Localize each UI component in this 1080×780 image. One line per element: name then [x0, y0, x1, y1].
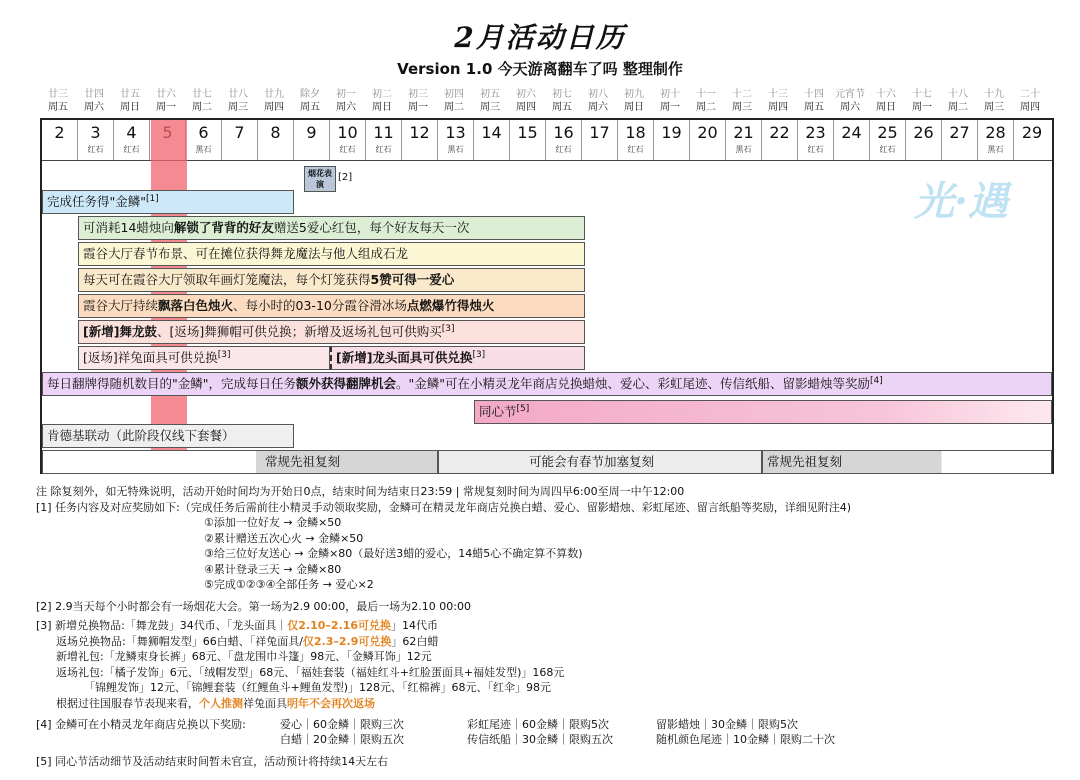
lunar-date: 廿八: [228, 89, 248, 100]
bar-text-bold: 5赞可得一爱心: [370, 272, 455, 287]
note-general: 注 除复刻外，如无特殊说明，活动开始时间均为开始日0点，结束时间为结束日23:59 | 常规复刻时间为周四早6:00至周一中午12:00: [36, 485, 685, 498]
date-cell: [582, 120, 618, 160]
bar-text: 霞谷大厅持续: [83, 298, 159, 313]
weekday: 周日: [624, 102, 644, 113]
stone-note: 红石: [87, 145, 104, 154]
note-4: [4] 金鳞可在小精灵龙年商店兑换以下奖励: 爱心｜60金鳞｜限购三次 白蜡｜20金鳞｜限购五次 彩虹尾迹｜60金鳞｜限购5次 传信纸船｜30金鳞｜限购五次 留影蜡烛｜30金鳞｜限购5次 随机颜色尾迹｜10金鳞｜限购二十次: [36, 718, 835, 746]
date-cell: [798, 120, 834, 160]
sky-logo-watermark: 光·遇: [914, 178, 1008, 225]
lunar-date: 初一: [336, 89, 356, 100]
stone-note: 黑石: [735, 145, 752, 154]
day-header: [400, 88, 436, 114]
date-number: 17: [589, 123, 610, 142]
page-subtitle: Version 1.0 今天游离翻车了吗 整理制作: [397, 60, 683, 78]
day-header: [256, 88, 292, 114]
day-header: [148, 88, 184, 114]
bar-candle-fire: [78, 294, 585, 318]
day-header: [940, 88, 976, 114]
stone-note: 黑石: [195, 145, 212, 154]
lunar-date: 元宵节: [835, 89, 865, 100]
date-cell: [294, 120, 330, 160]
day-header: [724, 88, 760, 114]
bar-text: 常规先祖复刻: [265, 454, 341, 469]
weekday: 周三: [984, 102, 1004, 113]
date-number: 18: [625, 123, 646, 142]
stone-note: 红石: [339, 145, 356, 154]
date-number: 23: [805, 123, 826, 142]
bar-rerun-festival: [438, 450, 762, 474]
stone-note: 红石: [627, 145, 644, 154]
ref-mark: [5]: [516, 403, 530, 414]
stone-note: 红石: [807, 145, 824, 154]
lunar-date: 廿五: [120, 89, 140, 100]
lunar-date: 初八: [588, 89, 608, 100]
bar-text-bold: [新增]龙头面具可供兑换: [336, 350, 473, 365]
date-number: 26: [913, 123, 934, 142]
bar-text: 。"金鳞"可在小精灵龙年商店兑换蜡烛、爱心、彩虹尾迹、传信纸船、留影蜡烛等奖励: [396, 376, 871, 391]
lunar-date: 初六: [516, 89, 536, 100]
weekday: 周二: [192, 102, 212, 113]
date-number: 13: [445, 123, 466, 142]
note-1-item: ①添加一位好友 → 金鳞×50: [204, 516, 342, 529]
lunar-date: 十六: [876, 89, 896, 100]
date-number: 19: [661, 123, 682, 142]
ref-mark: [3]: [217, 349, 231, 360]
bar-dragon-mask: [330, 346, 585, 370]
weekday: 周三: [732, 102, 752, 113]
note-1-item: ④累计登录三天 → 金鳞×80: [204, 562, 342, 576]
day-header: [292, 88, 328, 114]
weekday: 周日: [876, 102, 896, 113]
date-cell: [690, 120, 726, 160]
date-cell: [222, 120, 258, 160]
date-number: 7: [234, 123, 245, 142]
lunar-date: 初十: [660, 89, 680, 100]
date-number: 28: [985, 123, 1006, 142]
ref-mark: [1]: [146, 193, 159, 204]
date-number: 16: [553, 123, 574, 142]
lunar-date: 十七: [912, 89, 932, 100]
date-cell: [42, 120, 78, 160]
lunar-date: 初二: [372, 89, 392, 100]
lunar-date: 初七: [552, 89, 572, 100]
bar-text-bold: [新增]舞龙鼓: [83, 324, 157, 339]
day-header: [652, 88, 688, 114]
date-cell: [366, 120, 402, 160]
note-1-item: ⑤完成①②③④全部任务 → 爱心×2: [204, 578, 374, 591]
fireworks-event: 烟花表演: [304, 166, 336, 192]
bar-text-bold: 飘落白色烛火: [158, 298, 234, 313]
date-cell: [762, 120, 798, 160]
stone-note: 红石: [123, 145, 140, 154]
bar-text: 赠送5爱心红包，每个好友每天一次: [273, 220, 470, 235]
note-1-item: ③给三位好友送心 → 金鳞×80（最好送3蜡的爱心，14蜡5心不确定算不算数): [204, 547, 583, 560]
lunar-date: 廿四: [84, 89, 104, 100]
bar-text: 完成任务得"金鳞": [47, 194, 146, 209]
lunar-date: 十四: [804, 89, 824, 100]
stone-note: 黑石: [987, 145, 1004, 154]
day-header: [472, 88, 508, 114]
date-cell: [114, 120, 150, 160]
bar-text-bold: 点燃爆竹得烛火: [406, 298, 495, 313]
weekday: 周日: [120, 102, 140, 113]
date-cell: [186, 120, 222, 160]
lunar-date: 初四: [444, 89, 464, 100]
date-cell: [330, 120, 366, 160]
lunar-date: 除夕: [300, 89, 320, 100]
weekday: 周三: [228, 102, 248, 113]
weekday: 周二: [696, 102, 716, 113]
bar-text-bold: 解锁了背背的好友: [173, 220, 274, 235]
bar-kfc-collab: [42, 424, 294, 448]
day-header: [832, 88, 868, 114]
ref-mark: [3]: [441, 323, 455, 334]
weekday: 周六: [84, 102, 104, 113]
weekday: 周日: [372, 102, 392, 113]
day-header: [76, 88, 112, 114]
bar-dragon-decor: [78, 242, 585, 266]
calendar-grid: [40, 118, 1054, 474]
lunar-date: 十一: [696, 89, 716, 100]
page-title: 2月活动日历: [454, 21, 626, 54]
bar-text-bold: 额外获得翻牌机会: [296, 376, 397, 391]
weekday: 周五: [300, 102, 320, 113]
date-cell: [618, 120, 654, 160]
weekday: 周二: [948, 102, 968, 113]
stone-note: 红石: [879, 145, 896, 154]
day-header: [508, 88, 544, 114]
day-header: [364, 88, 400, 114]
lunar-date: 十九: [984, 89, 1004, 100]
date-row: [42, 120, 1052, 161]
date-number: 8: [270, 123, 281, 142]
date-cell: [978, 120, 1014, 160]
weekday: 周六: [588, 102, 608, 113]
weekday: 周四: [768, 102, 788, 113]
lunar-date: 初三: [408, 89, 428, 100]
bar-rerun-regular-2: [762, 450, 1052, 474]
date-number: 6: [198, 123, 209, 142]
bar-text: 每日翻牌得随机数目的"金鳞"，完成每日任务: [47, 376, 296, 391]
lunar-date: 廿九: [264, 89, 284, 100]
lunar-date: 廿三: [48, 89, 68, 100]
calendar-header: [40, 88, 1054, 116]
date-cell: [474, 120, 510, 160]
weekday: 周三: [480, 102, 500, 113]
bar-jinlin-task: [42, 190, 294, 214]
date-number: 15: [517, 123, 538, 142]
date-cell: [258, 120, 294, 160]
date-cell: [726, 120, 762, 160]
date-number: 29: [1021, 123, 1043, 142]
day-header: [796, 88, 832, 114]
bar-text: 、每小时的03-10分霞谷滑冰场: [233, 298, 407, 313]
day-header: [112, 88, 148, 114]
weekday: 周一: [408, 102, 428, 113]
weekday: 周四: [1020, 102, 1040, 113]
day-header: [616, 88, 652, 114]
day-header: [184, 88, 220, 114]
stone-note: 红石: [555, 145, 572, 154]
date-cell: [438, 120, 474, 160]
note-3-new-packs: 新增礼包:「龙鳞束身长裤」68元、「盘龙围巾斗篷」98元、「金鳞耳饰」12元: [56, 650, 432, 663]
bar-text: 肯德基联动（此阶段仅线下套餐）: [47, 428, 235, 443]
date-number: 14: [481, 123, 502, 142]
date-cell: [1014, 120, 1050, 160]
bar-text: 霞谷大厅春节布景、可在摊位获得舞龙魔法与他人组成石龙: [83, 246, 409, 261]
date-number: 22: [769, 123, 790, 142]
day-header: [220, 88, 256, 114]
bar-lantern: [78, 268, 585, 292]
day-header: [976, 88, 1012, 114]
lunar-date: 初九: [624, 89, 644, 100]
weekday: 周一: [912, 102, 932, 113]
note-3-prediction: 根据过往国服春节表现来看，个人推测祥兔面具明年不会再次返场: [56, 696, 375, 710]
date-number: 3: [90, 123, 101, 142]
date-number: 9: [306, 123, 317, 142]
weekday: 周四: [516, 102, 536, 113]
ref-mark: [3]: [472, 349, 486, 360]
day-header: [328, 88, 364, 114]
note-3-rerun-items: 返场兑换物品:「舞狮帽发型」66白蜡、「祥兔面具/仅2.3–2.9可兑换」62白蜡: [56, 634, 439, 648]
note-2: [2] 2.9当天每个小时都会有一场烟花大会。第一场为2.9 00:00，最后一场为2.10 00:00: [36, 599, 471, 613]
day-header: [580, 88, 616, 114]
bar-text: 、[返场]舞狮帽可供兑换；新增及返场礼包可供购买: [156, 324, 442, 339]
bar-text: 可能会有春节加塞复刻: [529, 454, 655, 469]
date-cell: [78, 120, 114, 160]
weekday: 周六: [840, 102, 860, 113]
stone-note: 黑石: [447, 145, 464, 154]
bar-rabbit-mask: [78, 346, 330, 370]
weekday: 周一: [156, 102, 176, 113]
lunar-date: 初五: [480, 89, 500, 100]
lunar-date: 十二: [732, 89, 752, 100]
date-number: 20: [697, 123, 718, 142]
date-cell: [654, 120, 690, 160]
bar-gift-pack: [78, 320, 585, 344]
date-cell: [402, 120, 438, 160]
date-number: 2: [54, 123, 65, 142]
date-cell: [870, 120, 906, 160]
day-header: [40, 88, 76, 114]
weekday: 周五: [804, 102, 824, 113]
day-header: [436, 88, 472, 114]
bar-daily-flip: [42, 372, 1052, 396]
lunar-date: 十八: [948, 89, 968, 100]
date-cell: [942, 120, 978, 160]
bar-text: 可消耗14蜡烛向: [83, 220, 174, 235]
date-number: 12: [409, 123, 430, 142]
note-1-item: ②累计赠送五次心火 → 金鳞×50: [204, 531, 364, 545]
bar-friend-gift: [78, 216, 585, 240]
weekday: 周五: [552, 102, 572, 113]
day-header: [544, 88, 580, 114]
weekday: 周五: [48, 102, 68, 113]
lunar-date: 十三: [768, 89, 788, 100]
lunar-date: 二十: [1020, 89, 1040, 100]
lunar-date: 廿六: [156, 89, 176, 100]
day-header: [868, 88, 904, 114]
day-header: [904, 88, 940, 114]
stone-note: 红石: [375, 145, 392, 154]
weekday: 周四: [264, 102, 284, 113]
day-header: [1012, 88, 1048, 114]
bar-rerun-regular-1: [42, 450, 438, 474]
weekday: 周一: [660, 102, 680, 113]
bar-text: [返场]祥兔面具可供兑换: [83, 350, 218, 365]
weekday: 周二: [444, 102, 464, 113]
bar-text: 同心节: [479, 404, 517, 419]
date-number: 24: [841, 123, 862, 142]
note-1: [1] 任务内容及对应奖励如下:（完成任务后需前往小精灵手动领取奖励，金鳞可在精灵龙年商店兑换白蜡、爱心、留影蜡烛、彩虹尾迹、留言纸船等奖励，详细见附注4): [36, 500, 852, 514]
bar-text: 常规先祖复刻: [767, 454, 843, 469]
day-header: [688, 88, 724, 114]
lunar-date: 廿七: [192, 89, 212, 100]
date-number: 27: [949, 123, 970, 142]
date-number: 4: [126, 123, 137, 142]
date-cell: [834, 120, 870, 160]
fireworks-ref: [2]: [338, 172, 353, 183]
date-number: 10: [337, 123, 358, 142]
footnotes: [36, 484, 1076, 770]
ref-mark: [4]: [870, 375, 883, 386]
note-3-new-items: [3] 新增兑换物品:「舞龙鼓」34代币、「龙头面具｜仅2.10–2.16可兑换」14代币: [36, 619, 439, 632]
date-cell: [906, 120, 942, 160]
date-number: 11: [373, 123, 394, 142]
note-3-rerun-packs-cont: 「锦鲤发饰」12元、「锦鲤套装（红鲤鱼斗+鲤鱼发型)」128元、「红棉裤」68元、「红伞」98元: [84, 681, 551, 694]
bar-tongxin-festival: [474, 400, 1052, 424]
date-number: 25: [877, 123, 898, 142]
day-header: [760, 88, 796, 114]
date-number: 21: [733, 123, 754, 142]
weekday: 周六: [336, 102, 356, 113]
date-cell: [546, 120, 582, 160]
note-5: [5] 同心节活动细节及活动结束时间暂未官宣，活动预计将持续14天左右: [36, 755, 389, 768]
bar-text: 每天可在霞谷大厅领取年画灯笼魔法，每个灯笼获得: [83, 272, 371, 287]
note-3-rerun-packs: 返场礼包:「橘子发饰」6元、「绒帽发型」68元、「福娃套装（福娃红斗+红脸蛋面具+福娃发型)」168元: [56, 665, 565, 679]
date-cell: [510, 120, 546, 160]
